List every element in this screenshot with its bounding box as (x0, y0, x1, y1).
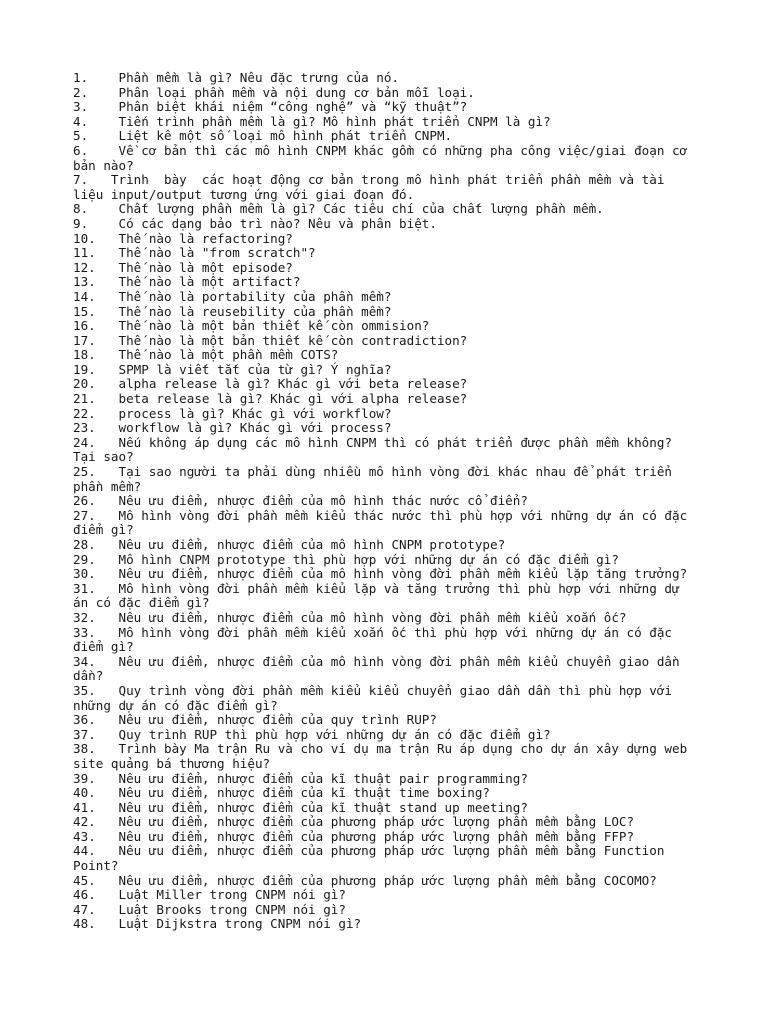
question-item: 43. Nêu ưu điểm, nhược điểm của phương pháp ước lượng phần mềm bằng FFP? (73, 828, 635, 844)
question-item: 42. Nêu ưu điểm, nhược điểm của phương pháp ước lượng phần mềm bằng LOC? (73, 814, 635, 830)
question-item: 17. Thế nào là một bản thiết kế còn contradiction? (73, 332, 468, 348)
question-item: 6. Về cơ bản thì các mô hình CNPM khác gồm có những pha công việc/giai đoạn cơ bản nào? (73, 142, 695, 173)
question-item: 36. Nêu ưu điểm, nhược điểm của quy trình RUP? (73, 712, 437, 728)
question-item: 18. Thế nào là một phần mềm COTS? (73, 347, 339, 363)
question-item: 25. Tại sao người ta phải dùng nhiều mô hình vòng đời khác nhau để phát triển phần mềm? (73, 464, 680, 494)
question-item: 34. Nêu ưu điểm, nhược điểm của mô hình vòng đời phần mềm kiểu chuyển giao dần dần? (73, 653, 688, 684)
question-item: 31. Mô hình vòng đời phần mềm kiểu lặp và tăng trưởng thì phù hợp với những dự án có đặc điểm gì? (73, 580, 688, 611)
question-item: 15. Thế nào là reusebility của phần mềm? (73, 303, 392, 319)
question-item: 1. Phần mềm là gì? Nêu đặc trưng của nó. (73, 70, 400, 85)
question-list (73, 71, 695, 932)
question-item: 22. process là gì? Khác gì với workflow? (73, 405, 392, 421)
question-item: 28. Nêu ưu điểm, nhược điểm của mô hình CNPM prototype? (73, 537, 506, 552)
question-item: 38. Trình bày Ma trận Ru và cho ví dụ ma trận Ru áp dụng cho dự án xây dựng web site quảng bá thương hiệu? (73, 741, 695, 771)
question-item: 24. Nếu không áp dụng các mô hình CNPM thì có phát triển được phần mềm không? Tại sao? (73, 434, 680, 465)
question-item: 13. Thế nào là một artifact? (73, 274, 301, 290)
question-item: 40. Nêu ưu điểm, nhược điểm của kĩ thuật time boxing? (73, 785, 491, 801)
question-item: 27. Mô hình vòng đời phần mềm kiểu thác nước thì phù hợp với những dự án có đặc điểm gì? (73, 507, 695, 538)
question-item: 29. Mô hình CNPM prototype thì phù hợp với những dự án có đặc điểm gì? (73, 551, 619, 567)
question-item: 39. Nêu ưu điểm, nhược điểm của kĩ thuật pair programming? (73, 770, 528, 786)
question-item: 20. alpha release là gì? Khác gì với beta release? (73, 376, 468, 392)
question-item: 10. Thế nào là refactoring? (73, 230, 293, 246)
question-item: 12. Thế nào là một episode? (73, 259, 293, 275)
question-item: 45. Nêu ưu điểm, nhược điểm của phương pháp ước lượng phần mềm bằng COCOMO? (73, 872, 657, 888)
question-item: 33. Mô hình vòng đời phần mềm kiểu xoắn ốc thì phù hợp với những dự án có đặc điểm gì? (73, 624, 680, 655)
question-item: 19. SPMP là viết tắt của từ gì? Ý nghĩa? (73, 361, 392, 377)
question-item: 11. Thế nào là "from scratch"? (73, 245, 316, 261)
question-item: 32. Nêu ưu điểm, nhược điểm của mô hình vòng đời phần mềm kiểu xoắn ốc? (73, 609, 627, 625)
question-item: 44. Nêu ưu điểm, nhược điểm của phương pháp ước lượng phần mềm bằng Function Point? (73, 843, 672, 874)
question-item: 9. Có các dạng bảo trì nào? Nêu và phân biệt. (73, 215, 437, 231)
question-item: 2. Phân loại phần mềm và nội dung cơ bản mỗi loại. (73, 84, 475, 100)
question-item: 7. Trình bày các hoạt động cơ bản trong mô hình phát triển phần mềm và tài liệu input/output tương ứng với giai đoạn đó. (73, 172, 672, 202)
question-item: 26. Nêu ưu điểm, nhược điểm của mô hình thác nước cổ điển? (73, 493, 528, 509)
question-item: 30. Nêu ưu điểm, nhược điểm của mô hình vòng đời phần mềm kiểu lặp tăng trưởng? (73, 566, 688, 582)
question-item: 41. Nêu ưu điểm, nhược điểm của kĩ thuật stand up meeting? (73, 799, 528, 815)
question-item: 35. Quy trình vòng đời phần mềm kiểu kiểu chuyển giao dần dần thì phù hợp với những dự án có đặc điểm gì? (73, 682, 680, 713)
question-item: 46. Luật Miller trong CNPM nói gì? (73, 887, 346, 903)
question-item: 37. Quy trình RUP thì phù hợp với những dự án có đặc điểm gì? (73, 726, 551, 742)
question-item: 21. beta release là gì? Khác gì với alpha release? (73, 391, 468, 407)
question-item: 48. Luật Dijkstra trong CNPM nói gì? (73, 916, 362, 932)
question-item: 3. Phân biệt khái niệm “công nghệ” và “kỹ thuật”? (73, 99, 468, 115)
question-item: 5. Liệt kê một số loại mô hình phát triển CNPM. (73, 128, 453, 144)
question-item: 8. Chất lượng phần mềm là gì? Các tiêu chí của chất lượng phần mềm. (73, 201, 604, 217)
question-item: 47. Luật Brooks trong CNPM nói gì? (73, 901, 346, 917)
question-item: 23. workflow là gì? Khác gì với process? (73, 420, 392, 436)
question-item: 4. Tiến trình phần mềm là gì? Mô hình phát triển CNPM là gì? (73, 113, 551, 129)
question-item: 16. Thế nào là một bản thiết kế còn ommision? (73, 318, 430, 334)
question-item: 14. Thế nào là portability của phần mềm? (73, 288, 392, 304)
